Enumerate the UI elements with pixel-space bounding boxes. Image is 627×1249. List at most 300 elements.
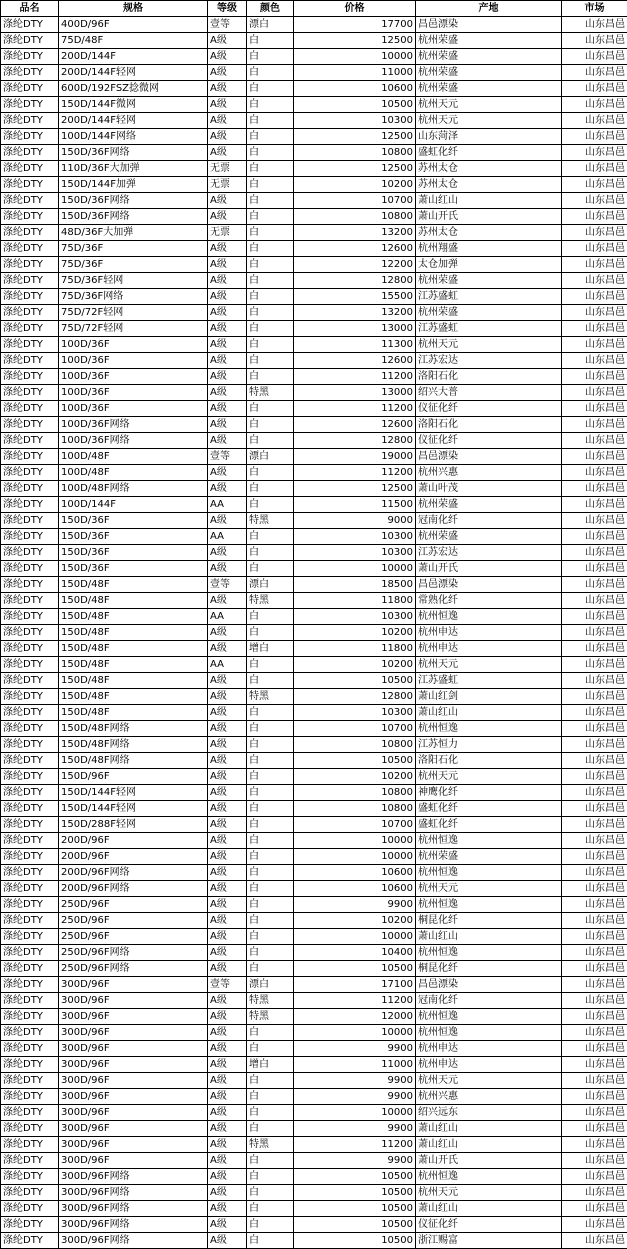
- cell-origin: 山东菏泽: [416, 129, 562, 145]
- cell-spec: 150D/48F: [59, 705, 208, 721]
- cell-spec: 150D/48F: [59, 625, 208, 641]
- table-row: [1, 273, 627, 289]
- cell-spec: 100D/144F: [59, 497, 208, 513]
- cell-grade: A级: [208, 65, 247, 81]
- cell-market: 山东昌邑: [562, 801, 627, 817]
- cell-price: 10600: [294, 81, 416, 97]
- cell-origin: 杭州天元: [416, 337, 562, 353]
- cell-market: 山东昌邑: [562, 897, 627, 913]
- cell-color: 白: [247, 241, 294, 257]
- cell-origin: 苏州太仓: [416, 161, 562, 177]
- cell-market: 山东昌邑: [562, 1105, 627, 1121]
- cell-spec: 300D/96F: [59, 1041, 208, 1057]
- cell-market: 山东昌邑: [562, 705, 627, 721]
- table-row: [1, 577, 627, 593]
- cell-product-name: 涤纶DTY: [1, 433, 59, 449]
- table-row: [1, 145, 627, 161]
- cell-spec: 75D/36F: [59, 241, 208, 257]
- table-row: [1, 1041, 627, 1057]
- cell-spec: 300D/96F: [59, 1121, 208, 1137]
- cell-color: 白: [247, 561, 294, 577]
- cell-price: 10800: [294, 801, 416, 817]
- cell-market: 山东昌邑: [562, 1153, 627, 1169]
- cell-origin: 盛虹化纤: [416, 145, 562, 161]
- table-row: [1, 129, 627, 145]
- cell-origin: 太仓加弹: [416, 257, 562, 273]
- cell-color: 漂白: [247, 977, 294, 993]
- cell-market: 山东昌邑: [562, 881, 627, 897]
- cell-color: 白: [247, 369, 294, 385]
- cell-grade: A级: [208, 321, 247, 337]
- cell-product-name: 涤纶DTY: [1, 145, 59, 161]
- table-row: [1, 33, 627, 49]
- cell-spec: 150D/48F: [59, 657, 208, 673]
- cell-product-name: 涤纶DTY: [1, 97, 59, 113]
- cell-origin: 萧山开氏: [416, 209, 562, 225]
- cell-grade: A级: [208, 257, 247, 273]
- cell-spec: 75D/48F: [59, 33, 208, 49]
- cell-origin: 苏州太仓: [416, 177, 562, 193]
- table-row: [1, 977, 627, 993]
- cell-grade: A级: [208, 593, 247, 609]
- cell-product-name: 涤纶DTY: [1, 1169, 59, 1185]
- table-row: [1, 673, 627, 689]
- cell-market: 山东昌邑: [562, 129, 627, 145]
- cell-spec: 150D/36F网络: [59, 209, 208, 225]
- cell-market: 山东昌邑: [562, 177, 627, 193]
- cell-origin: 萧山红山: [416, 1201, 562, 1217]
- cell-grade: A级: [208, 1073, 247, 1089]
- table-row: [1, 369, 627, 385]
- cell-price: 10200: [294, 625, 416, 641]
- table-row: [1, 609, 627, 625]
- cell-price: 10300: [294, 113, 416, 129]
- table-row: [1, 289, 627, 305]
- cell-origin: 萧山红山: [416, 1121, 562, 1137]
- table-row: [1, 257, 627, 273]
- cell-color: 白: [247, 705, 294, 721]
- cell-price: 12500: [294, 129, 416, 145]
- cell-product-name: 涤纶DTY: [1, 209, 59, 225]
- cell-grade: A级: [208, 753, 247, 769]
- cell-market: 山东昌邑: [562, 1089, 627, 1105]
- cell-price: 10000: [294, 1025, 416, 1041]
- cell-spec: 150D/36F: [59, 513, 208, 529]
- cell-product-name: 涤纶DTY: [1, 481, 59, 497]
- cell-price: 12500: [294, 161, 416, 177]
- cell-spec: 150D/48F: [59, 577, 208, 593]
- cell-spec: 150D/48F网络: [59, 753, 208, 769]
- cell-origin: 常熟化纤: [416, 593, 562, 609]
- cell-price: 9000: [294, 513, 416, 529]
- cell-price: 10500: [294, 673, 416, 689]
- table-row: [1, 417, 627, 433]
- cell-origin: 江苏宏达: [416, 545, 562, 561]
- cell-market: 山东昌邑: [562, 225, 627, 241]
- cell-market: 山东昌邑: [562, 1185, 627, 1201]
- cell-product-name: 涤纶DTY: [1, 273, 59, 289]
- cell-market: 山东昌邑: [562, 673, 627, 689]
- cell-grade: A级: [208, 833, 247, 849]
- cell-price: 12000: [294, 1009, 416, 1025]
- cell-origin: 盛虹化纤: [416, 801, 562, 817]
- cell-product-name: 涤纶DTY: [1, 1153, 59, 1169]
- cell-market: 山东昌邑: [562, 529, 627, 545]
- cell-spec: 200D/96F: [59, 833, 208, 849]
- cell-color: 白: [247, 321, 294, 337]
- cell-spec: 150D/36F网络: [59, 145, 208, 161]
- cell-market: 山东昌邑: [562, 81, 627, 97]
- cell-spec: 100D/36F: [59, 401, 208, 417]
- cell-spec: 150D/36F网络: [59, 193, 208, 209]
- cell-color: 白: [247, 225, 294, 241]
- cell-color: 白: [247, 97, 294, 113]
- cell-color: 白: [247, 113, 294, 129]
- cell-origin: 杭州恒逸: [416, 1009, 562, 1025]
- cell-spec: 150D/48F网络: [59, 721, 208, 737]
- cell-product-name: 涤纶DTY: [1, 49, 59, 65]
- cell-spec: 100D/48F: [59, 449, 208, 465]
- cell-color: 白: [247, 209, 294, 225]
- cell-spec: 150D/36F: [59, 529, 208, 545]
- table-row: [1, 993, 627, 1009]
- table-row: [1, 721, 627, 737]
- cell-price: 10200: [294, 177, 416, 193]
- table-row: [1, 1009, 627, 1025]
- cell-spec: 100D/48F: [59, 465, 208, 481]
- table-row: [1, 161, 627, 177]
- cell-product-name: 涤纶DTY: [1, 1089, 59, 1105]
- cell-price: 12600: [294, 353, 416, 369]
- cell-price: 10000: [294, 849, 416, 865]
- cell-product-name: 涤纶DTY: [1, 753, 59, 769]
- table-row: [1, 1201, 627, 1217]
- cell-grade: A级: [208, 433, 247, 449]
- header-grade: 等级: [208, 1, 247, 17]
- cell-origin: 杭州恒逸: [416, 833, 562, 849]
- cell-grade: A级: [208, 401, 247, 417]
- cell-product-name: 涤纶DTY: [1, 529, 59, 545]
- cell-color: 白: [247, 81, 294, 97]
- table-row: [1, 561, 627, 577]
- cell-price: 9900: [294, 1089, 416, 1105]
- cell-origin: 杭州兴惠: [416, 1089, 562, 1105]
- cell-grade: A级: [208, 1121, 247, 1137]
- table-row: [1, 641, 627, 657]
- cell-price: 19000: [294, 449, 416, 465]
- cell-color: 白: [247, 353, 294, 369]
- cell-market: 山东昌邑: [562, 1009, 627, 1025]
- cell-spec: 300D/96F: [59, 1105, 208, 1121]
- cell-grade: A级: [208, 1153, 247, 1169]
- cell-origin: 萧山叶茂: [416, 481, 562, 497]
- cell-grade: A级: [208, 865, 247, 881]
- cell-price: 12600: [294, 417, 416, 433]
- cell-product-name: 涤纶DTY: [1, 385, 59, 401]
- cell-origin: 杭州兴惠: [416, 465, 562, 481]
- cell-origin: 萧山红剑: [416, 689, 562, 705]
- table-row: [1, 193, 627, 209]
- cell-origin: 杭州天元: [416, 97, 562, 113]
- cell-color: 白: [247, 849, 294, 865]
- cell-color: 特黑: [247, 993, 294, 1009]
- cell-product-name: 涤纶DTY: [1, 353, 59, 369]
- cell-product-name: 涤纶DTY: [1, 177, 59, 193]
- cell-market: 山东昌邑: [562, 1217, 627, 1233]
- cell-price: 11200: [294, 993, 416, 1009]
- cell-origin: 杭州恒逸: [416, 897, 562, 913]
- cell-grade: A级: [208, 209, 247, 225]
- cell-origin: 昌邑漂染: [416, 17, 562, 33]
- cell-product-name: 涤纶DTY: [1, 673, 59, 689]
- cell-color: 白: [247, 865, 294, 881]
- cell-color: 白: [247, 161, 294, 177]
- cell-grade: A级: [208, 1009, 247, 1025]
- cell-product-name: 涤纶DTY: [1, 449, 59, 465]
- cell-color: 白: [247, 481, 294, 497]
- cell-grade: A级: [208, 193, 247, 209]
- cell-grade: A级: [208, 1185, 247, 1201]
- cell-product-name: 涤纶DTY: [1, 1185, 59, 1201]
- cell-grade: A级: [208, 849, 247, 865]
- cell-origin: 杭州恒逸: [416, 721, 562, 737]
- cell-spec: 100D/144F网络: [59, 129, 208, 145]
- cell-color: 白: [247, 1089, 294, 1105]
- cell-spec: 75D/72F轻网: [59, 321, 208, 337]
- cell-color: 漂白: [247, 577, 294, 593]
- cell-product-name: 涤纶DTY: [1, 993, 59, 1009]
- cell-product-name: 涤纶DTY: [1, 577, 59, 593]
- cell-color: 白: [247, 721, 294, 737]
- table-row: [1, 465, 627, 481]
- table-row: [1, 961, 627, 977]
- cell-grade: A级: [208, 305, 247, 321]
- cell-market: 山东昌邑: [562, 97, 627, 113]
- cell-market: 山东昌邑: [562, 1057, 627, 1073]
- cell-price: 10300: [294, 545, 416, 561]
- cell-grade: A级: [208, 1169, 247, 1185]
- cell-grade: A级: [208, 1233, 247, 1249]
- cell-color: 白: [247, 737, 294, 753]
- cell-product-name: 涤纶DTY: [1, 465, 59, 481]
- cell-color: 白: [247, 337, 294, 353]
- cell-product-name: 涤纶DTY: [1, 1009, 59, 1025]
- cell-market: 山东昌邑: [562, 609, 627, 625]
- cell-price: 13000: [294, 385, 416, 401]
- table-row: [1, 657, 627, 673]
- table-row: [1, 513, 627, 529]
- cell-price: 10500: [294, 1217, 416, 1233]
- cell-price: 11500: [294, 497, 416, 513]
- cell-product-name: 涤纶DTY: [1, 161, 59, 177]
- cell-product-name: 涤纶DTY: [1, 225, 59, 241]
- table-row: [1, 753, 627, 769]
- table-row: [1, 529, 627, 545]
- cell-color: 白: [247, 193, 294, 209]
- cell-price: 13000: [294, 321, 416, 337]
- cell-spec: 75D/36F: [59, 257, 208, 273]
- cell-market: 山东昌邑: [562, 289, 627, 305]
- table-row: [1, 1185, 627, 1201]
- cell-market: 山东昌邑: [562, 721, 627, 737]
- cell-product-name: 涤纶DTY: [1, 113, 59, 129]
- cell-color: 特黑: [247, 689, 294, 705]
- cell-spec: 75D/72F轻网: [59, 305, 208, 321]
- cell-price: 10800: [294, 737, 416, 753]
- cell-spec: 100D/36F: [59, 369, 208, 385]
- cell-product-name: 涤纶DTY: [1, 1137, 59, 1153]
- cell-color: 白: [247, 961, 294, 977]
- cell-market: 山东昌邑: [562, 33, 627, 49]
- cell-grade: A级: [208, 513, 247, 529]
- table-row: [1, 865, 627, 881]
- table-row: [1, 1057, 627, 1073]
- cell-grade: A级: [208, 929, 247, 945]
- cell-market: 山东昌邑: [562, 945, 627, 961]
- cell-price: 10600: [294, 881, 416, 897]
- cell-product-name: 涤纶DTY: [1, 945, 59, 961]
- cell-spec: 300D/96F: [59, 1089, 208, 1105]
- cell-color: 白: [247, 1121, 294, 1137]
- cell-product-name: 涤纶DTY: [1, 1073, 59, 1089]
- cell-grade: A级: [208, 673, 247, 689]
- cell-price: 13200: [294, 305, 416, 321]
- cell-grade: 壹等: [208, 449, 247, 465]
- cell-origin: 江苏盛虹: [416, 673, 562, 689]
- table-row: [1, 353, 627, 369]
- cell-price: 11800: [294, 593, 416, 609]
- cell-color: 白: [247, 273, 294, 289]
- cell-origin: 杭州荣盛: [416, 529, 562, 545]
- cell-market: 山东昌邑: [562, 817, 627, 833]
- cell-market: 山东昌邑: [562, 257, 627, 273]
- table-row: [1, 945, 627, 961]
- cell-origin: 仪征化纤: [416, 433, 562, 449]
- cell-market: 山东昌邑: [562, 337, 627, 353]
- cell-origin: 杭州翔盛: [416, 241, 562, 257]
- cell-color: 白: [247, 433, 294, 449]
- cell-market: 山东昌邑: [562, 161, 627, 177]
- cell-price: 10500: [294, 1169, 416, 1185]
- cell-grade: A级: [208, 1217, 247, 1233]
- cell-grade: 无票: [208, 177, 247, 193]
- cell-color: 白: [247, 529, 294, 545]
- cell-origin: 杭州荣盛: [416, 81, 562, 97]
- cell-market: 山东昌邑: [562, 513, 627, 529]
- cell-market: 山东昌邑: [562, 241, 627, 257]
- cell-color: 白: [247, 401, 294, 417]
- cell-market: 山东昌邑: [562, 577, 627, 593]
- cell-market: 山东昌邑: [562, 385, 627, 401]
- cell-color: 白: [247, 65, 294, 81]
- cell-color: 白: [247, 817, 294, 833]
- cell-market: 山东昌邑: [562, 961, 627, 977]
- table-row: [1, 97, 627, 113]
- cell-market: 山东昌邑: [562, 49, 627, 65]
- cell-grade: A级: [208, 897, 247, 913]
- table-row: [1, 1233, 627, 1249]
- cell-product-name: 涤纶DTY: [1, 977, 59, 993]
- cell-origin: 绍兴大普: [416, 385, 562, 401]
- cell-origin: 江苏恒力: [416, 737, 562, 753]
- cell-color: 白: [247, 1073, 294, 1089]
- cell-product-name: 涤纶DTY: [1, 593, 59, 609]
- cell-product-name: 涤纶DTY: [1, 193, 59, 209]
- cell-spec: 150D/48F: [59, 593, 208, 609]
- cell-market: 山东昌邑: [562, 753, 627, 769]
- cell-market: 山东昌邑: [562, 433, 627, 449]
- table-row: [1, 849, 627, 865]
- cell-product-name: 涤纶DTY: [1, 1105, 59, 1121]
- cell-price: 11000: [294, 1057, 416, 1073]
- cell-grade: A级: [208, 561, 247, 577]
- cell-spec: 150D/144F微网: [59, 97, 208, 113]
- cell-spec: 600D/192FSZ捻微网: [59, 81, 208, 97]
- cell-price: 18500: [294, 577, 416, 593]
- cell-color: 白: [247, 1233, 294, 1249]
- cell-market: 山东昌邑: [562, 353, 627, 369]
- cell-origin: 杭州天元: [416, 657, 562, 673]
- cell-spec: 100D/36F网络: [59, 417, 208, 433]
- cell-origin: 洛阳石化: [416, 753, 562, 769]
- header-color: 颜色: [247, 1, 294, 17]
- cell-origin: 杭州申达: [416, 641, 562, 657]
- cell-origin: 杭州天元: [416, 1185, 562, 1201]
- cell-product-name: 涤纶DTY: [1, 65, 59, 81]
- cell-price: 9900: [294, 1073, 416, 1089]
- table-row: [1, 785, 627, 801]
- cell-spec: 300D/96F: [59, 977, 208, 993]
- cell-spec: 250D/96F: [59, 929, 208, 945]
- table-row: [1, 1073, 627, 1089]
- table-row: [1, 737, 627, 753]
- table-row: [1, 625, 627, 641]
- table-row: [1, 593, 627, 609]
- cell-market: 山东昌邑: [562, 1169, 627, 1185]
- cell-grade: A级: [208, 97, 247, 113]
- table-row: [1, 929, 627, 945]
- cell-spec: 150D/48F: [59, 641, 208, 657]
- cell-color: 白: [247, 609, 294, 625]
- cell-origin: 昌邑漂染: [416, 449, 562, 465]
- cell-price: 10800: [294, 785, 416, 801]
- cell-grade: 壹等: [208, 977, 247, 993]
- cell-spec: 250D/96F网络: [59, 961, 208, 977]
- cell-grade: A级: [208, 49, 247, 65]
- cell-market: 山东昌邑: [562, 593, 627, 609]
- cell-price: 10000: [294, 561, 416, 577]
- table-row: [1, 17, 627, 33]
- cell-market: 山东昌邑: [562, 977, 627, 993]
- cell-price: 9900: [294, 1121, 416, 1137]
- cell-product-name: 涤纶DTY: [1, 81, 59, 97]
- cell-spec: 300D/96F: [59, 1153, 208, 1169]
- table-row: [1, 1105, 627, 1121]
- table-row: [1, 177, 627, 193]
- cell-spec: 300D/96F网络: [59, 1217, 208, 1233]
- cell-grade: A级: [208, 1089, 247, 1105]
- table-row: [1, 705, 627, 721]
- cell-product-name: 涤纶DTY: [1, 881, 59, 897]
- cell-spec: 300D/96F: [59, 993, 208, 1009]
- cell-origin: 杭州荣盛: [416, 497, 562, 513]
- cell-color: 漂白: [247, 449, 294, 465]
- cell-spec: 150D/36F: [59, 561, 208, 577]
- cell-color: 白: [247, 785, 294, 801]
- cell-origin: 杭州荣盛: [416, 49, 562, 65]
- cell-grade: A级: [208, 1057, 247, 1073]
- cell-price: 10800: [294, 209, 416, 225]
